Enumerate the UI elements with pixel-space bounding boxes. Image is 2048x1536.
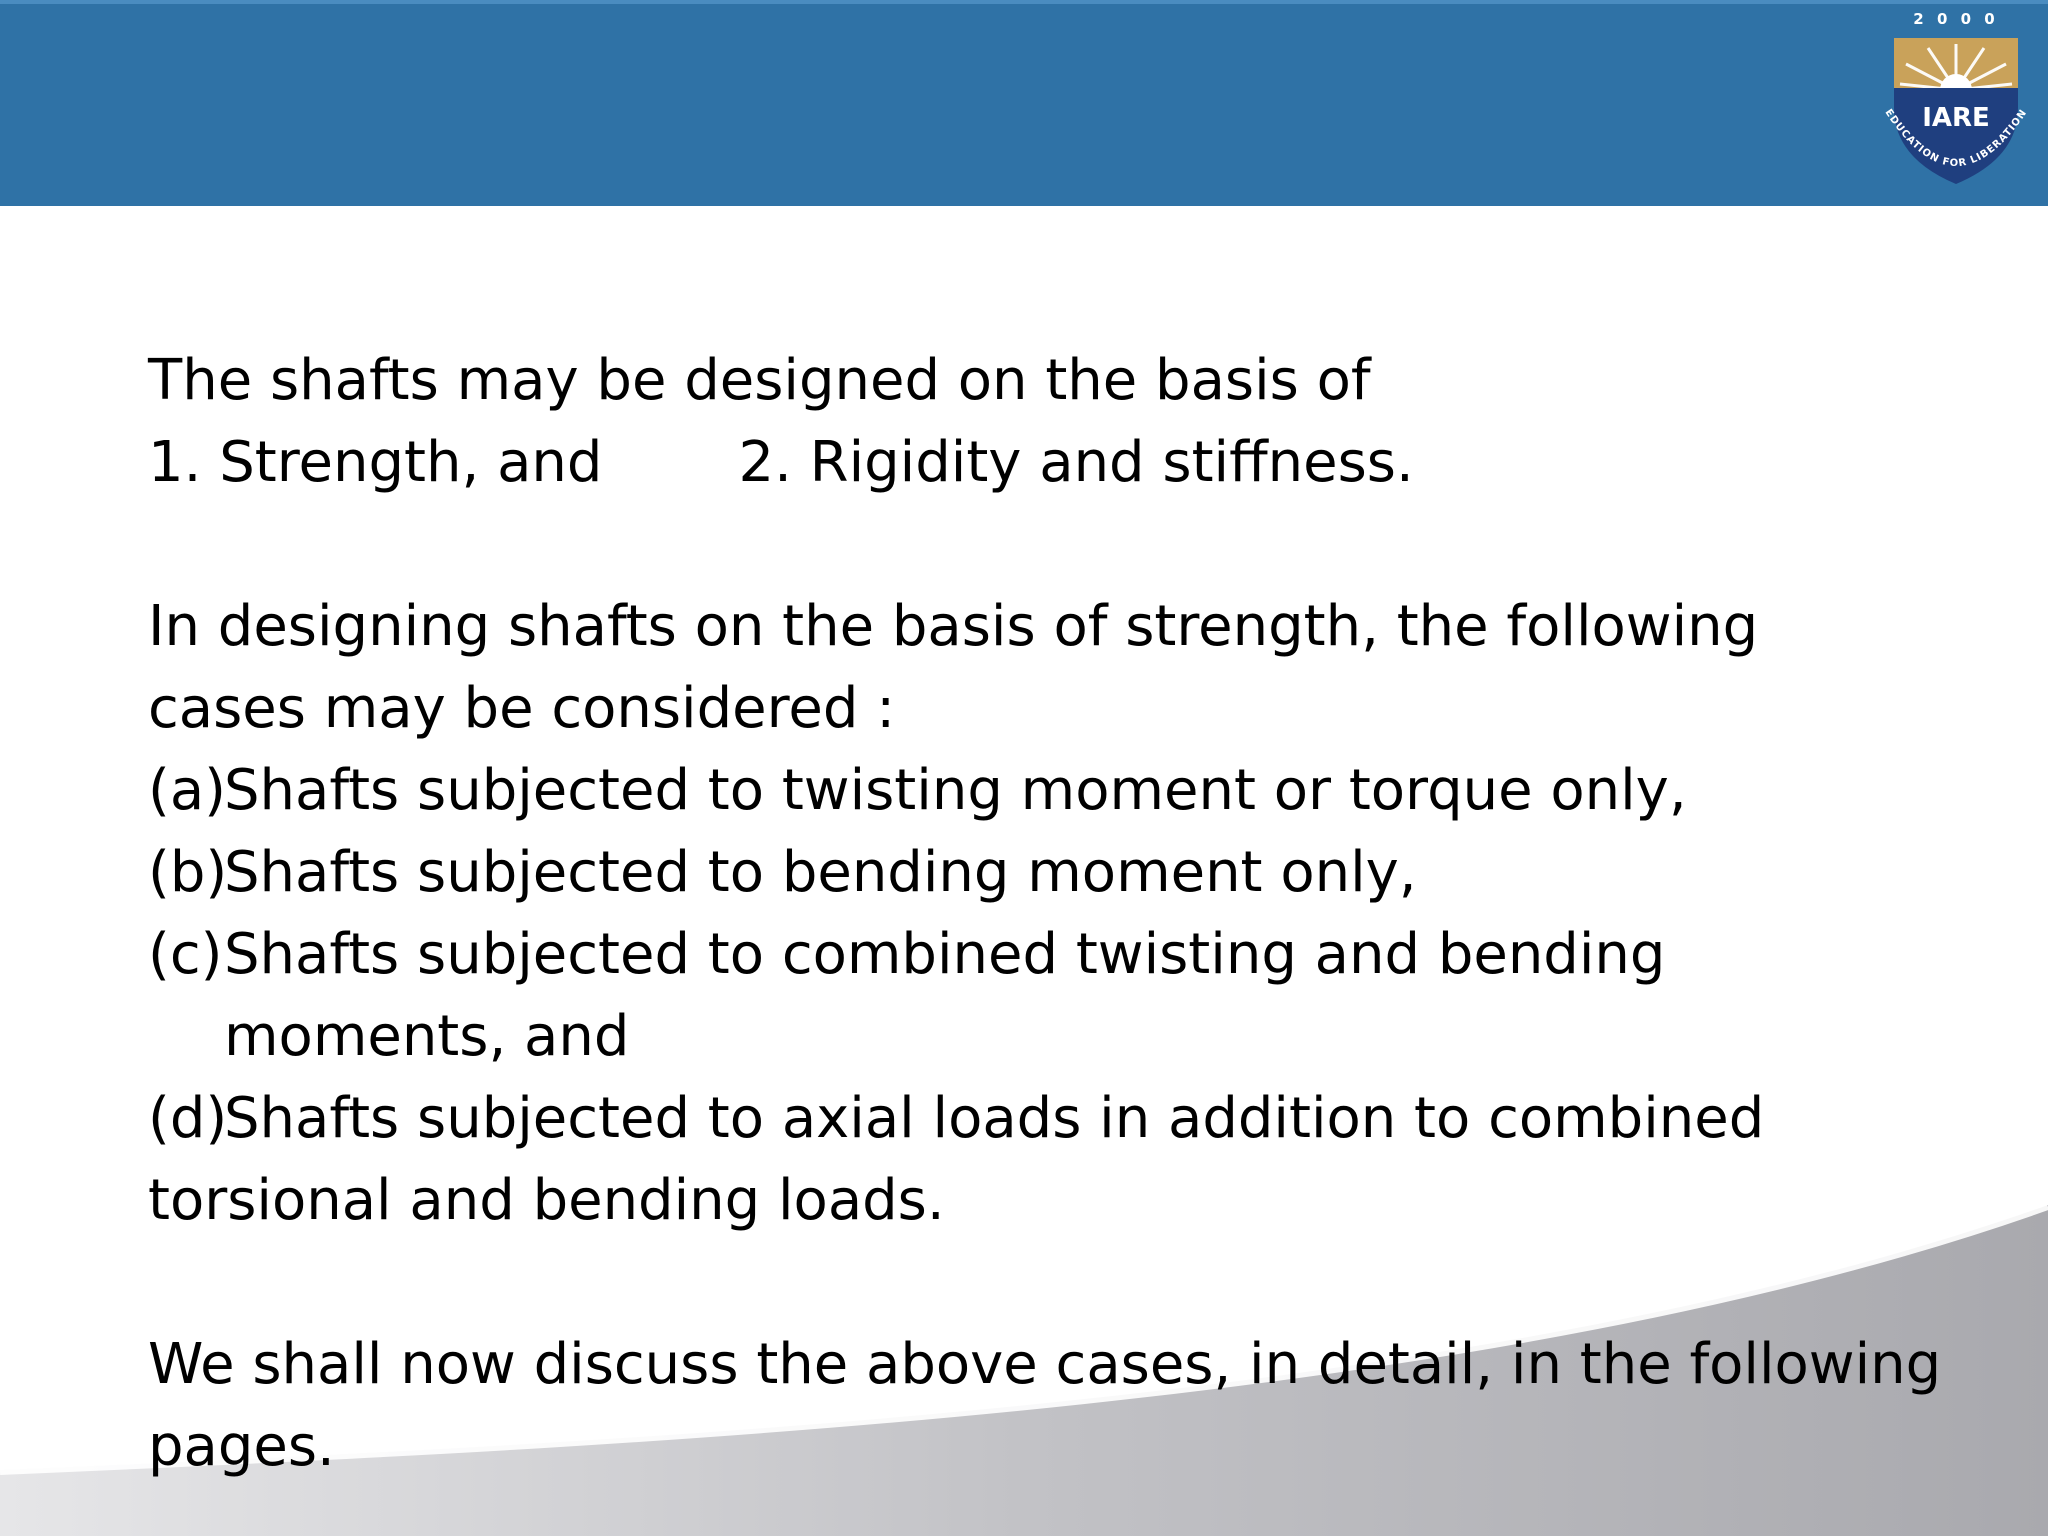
case-text: Shafts subjected to bending moment only, [224,840,1417,905]
strength-intro-line-2: cases may be considered : [148,676,896,741]
case-text: Shafts subjected to axial loads in addition to combined [224,1086,1765,1151]
case-text: Shafts subjected to twisting moment or torque only, [224,758,1687,823]
closing-line-2: pages. [148,1414,335,1479]
intro-line: The shafts may be designed on the basis of [148,348,1371,413]
case-label: (d) [148,1086,228,1151]
basis-item-strength: 1. Strength, and [148,430,603,495]
case-item-c-continuation: moments, and [224,1004,630,1069]
case-item-b [148,832,1948,914]
case-label: (a) [148,758,227,823]
closing-line-1: We shall now discuss the above cases, in detail, in the following [148,1332,1942,1397]
strength-intro-line-1: In designing shafts on the basis of strength, the following [148,594,1759,659]
case-item-c [148,914,1948,996]
basis-item-rigidity: 2. Rigidity and stiffness. [738,430,1414,495]
case-item-d [148,1078,1948,1160]
basis-list [148,422,1948,504]
logo-year: 2 0 0 0 [1913,10,1999,28]
header-band [0,0,2048,206]
iare-logo [1872,8,2040,198]
case-text: Shafts subjected to combined twisting and bending [224,922,1666,987]
logo-name: IARE [1922,103,1990,133]
case-item-a [148,750,1948,832]
slide-body [148,340,1948,1488]
case-label: (b) [148,840,228,905]
case-label: (c) [148,922,223,987]
logo-motto: EDUCATION FOR LIBERATION [1882,107,2030,170]
case-item-d-continuation: torsional and bending loads. [148,1168,945,1233]
